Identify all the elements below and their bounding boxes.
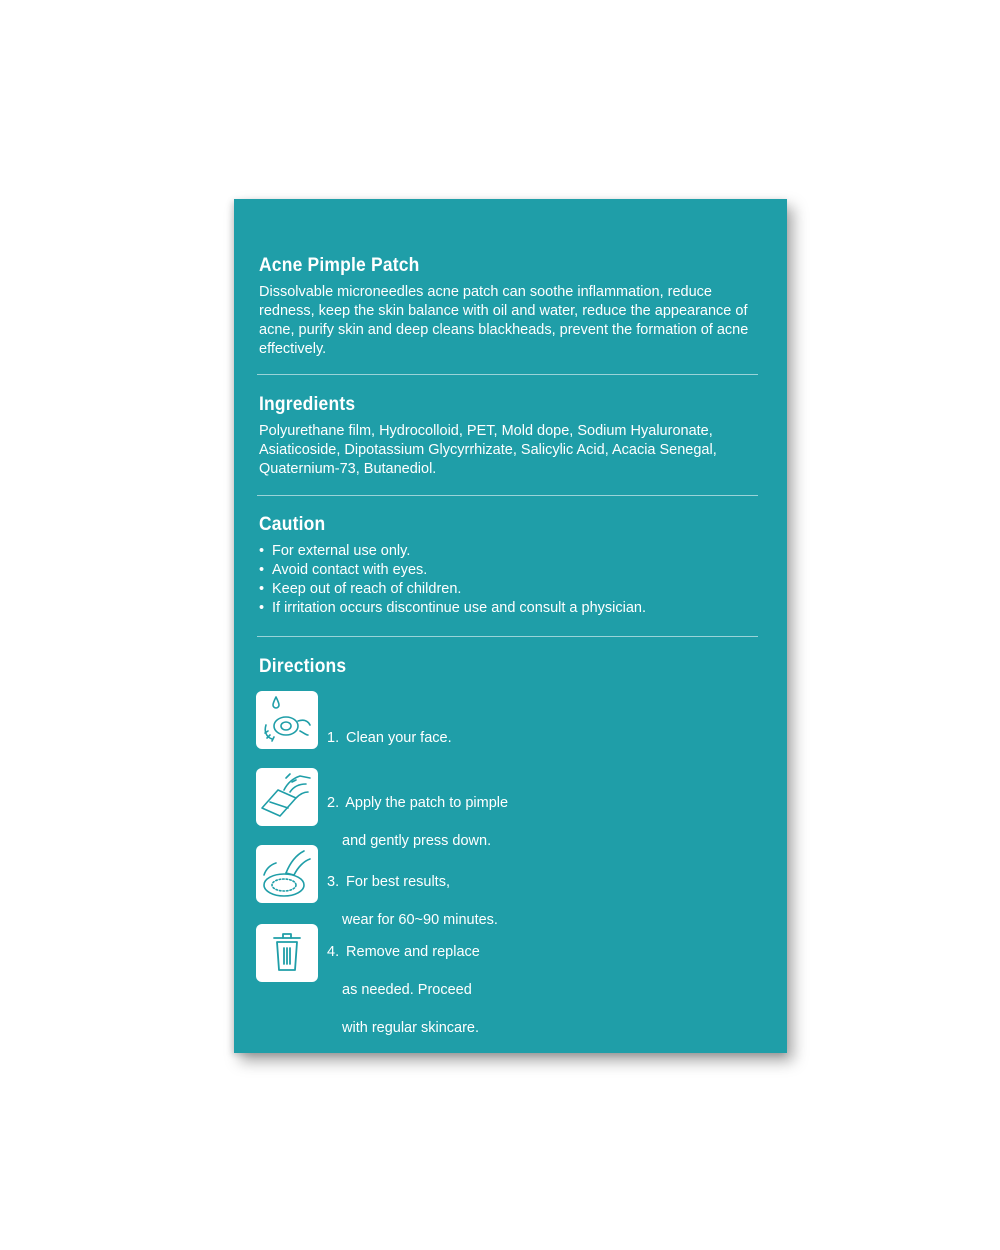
- apply-patch-icon: [256, 768, 318, 826]
- face-wash-icon: [256, 691, 318, 749]
- product-description: Dissolvable microneedles acne patch can soothe inflammation, reduce redness, keep the skin balance with oil and water, reduce the appearance of acne, purify skin and deep cleans blackheads, prevent the formation of acne effectively.: [259, 284, 749, 357]
- step-number: 4.: [327, 944, 340, 960]
- step-line: Clean your face.: [346, 730, 452, 746]
- divider: [257, 374, 758, 375]
- direction-step: [256, 924, 736, 1036]
- product-title: Acne Pimple Patch: [259, 255, 420, 276]
- ingredients-text: Polyurethane film, Hydrocolloid, PET, Mold dope, Sodium Hyaluronate, Asiaticoside, Dipotassium Glycyrrhizate, Salicylic Acid, Acacia Senegal, Quaternium-73, Butanediol.: [259, 423, 717, 477]
- caution-item: • For external use only.: [259, 542, 759, 561]
- wear-patch-icon: [256, 845, 318, 903]
- divider: [257, 495, 758, 496]
- step-number: 3.: [327, 874, 340, 890]
- step-line: as needed. Proceed: [342, 982, 472, 998]
- step-line: Remove and replace: [346, 944, 480, 960]
- caution-item: • Avoid contact with eyes.: [259, 561, 759, 580]
- directions-section: [259, 656, 759, 684]
- step-line: and gently press down.: [342, 833, 492, 849]
- ingredients-title: Ingredients: [259, 394, 356, 415]
- caution-list: [259, 542, 759, 618]
- step-number: 2.: [327, 795, 340, 811]
- step-text: [327, 924, 480, 1057]
- step-line: with regular skincare.: [342, 1020, 479, 1036]
- direction-step: [256, 845, 736, 928]
- caution-section: [259, 514, 759, 618]
- product-section: [259, 255, 759, 359]
- divider: [257, 636, 758, 637]
- step-line: Apply the patch to pimple: [345, 795, 509, 811]
- caution-item: • If irritation occurs discontinue use and consult a physician.: [259, 599, 759, 618]
- step-line: wear for 60~90 minutes.: [342, 912, 498, 928]
- direction-step: [256, 691, 736, 751]
- step-line: For best results,: [346, 874, 450, 890]
- step-text: [327, 710, 452, 767]
- directions-title: Directions: [259, 656, 347, 677]
- caution-title: Caution: [259, 514, 326, 535]
- caution-item: • Keep out of reach of children.: [259, 580, 759, 599]
- product-info-card: [234, 199, 787, 1053]
- ingredients-section: [259, 394, 759, 479]
- step-number: 1.: [327, 730, 340, 746]
- trash-icon: [256, 924, 318, 982]
- direction-step: [256, 768, 736, 849]
